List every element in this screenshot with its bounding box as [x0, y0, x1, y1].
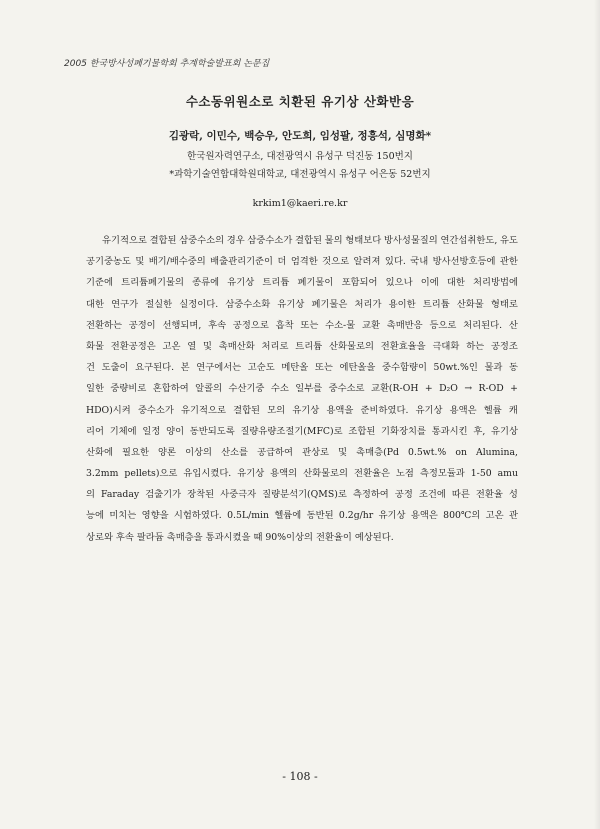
abstract-line: 상로와 후속 팔라듐 촉매층을 통과시켰을 때 90%이상의 전환율이 예상된다. — [86, 531, 394, 543]
page-number: - 108 - — [282, 770, 318, 783]
affiliation-2: *과학기술연합대학원대학교, 대전광역시 유성구 어은동 52번지 — [169, 169, 431, 180]
abstract-line: 전환하는 공정이 선행되며, 후속 공정으로 흡착 또는 수소-물 교환 촉매반응 등으로 처리된다. 산 — [86, 319, 518, 331]
abstract-line: 산화에 필요한 양론 이상의 산소를 공급하여 관상로 및 촉매층(Pd 0.5wt.% on Alumina, — [86, 446, 518, 458]
abstract-line: 화물 전환공정은 고온 열 및 촉매산화 처리로 트리튬 산화물로의 전환효율을 극대화 하는 공정조 — [86, 340, 518, 352]
affiliation-1: 한국원자력연구소, 대전광역시 유성구 덕진동 150번지 — [187, 151, 413, 162]
abstract-line: 유기적으로 결합된 삼중수소의 경우 삼중수소가 결합된 물의 형태보다 방사성물질의 연간섭취한도, 유도 — [102, 235, 518, 246]
abstract-line: HDO)시켜 중수소가 유기적으로 결합된 모의 유기상 용액을 준비하였다. 유기상 용액은 헬륨 캐 — [86, 404, 518, 416]
abstract-line: 3.2mm pellets)으로 유입시켰다. 유기상 용액의 산화물로의 전환율은 노점 측정모듈과 1-50 amu — [86, 468, 518, 480]
abstract-line: 건 도출이 요구된다. 본 연구에서는 고순도 메탄올 또는 에탄올을 중수함량이 50wt.%인 물과 동 — [86, 362, 518, 374]
scan-edge-shadow — [594, 0, 600, 829]
abstract-line: 기준에 트리튬폐기물의 종류에 유기상 트리튬 폐기물이 포함되어 있으나 이에 대한 처리방법에 — [86, 277, 518, 289]
author-list: 김광락, 이민수, 백승우, 안도희, 임성팔, 정흥석, 심명화* — [168, 130, 432, 142]
running-head: 2005 한국방사성폐기물학회 추계학술발표회 논문집 — [64, 59, 270, 69]
paper-title: 수소동위원소로 치환된 유기상 산화반응 — [185, 94, 415, 109]
abstract-line: 의 Faraday 검출기가 장착된 사중극자 질량분석기(QMS)로 측정하여 공정 조건에 따른 전환율 성 — [86, 489, 518, 501]
abstract-line: 능에 미치는 영향을 시험하였다. 0.5L/min 헬륨에 동반된 0.2g/hr 유기상 용액은 800℃의 고온 관 — [86, 510, 518, 522]
abstract-line: 일한 중량비로 혼합하여 알콜의 수산기중 수소 일부를 중수소로 교환(R-OH + D₂O → R-OD + — [86, 383, 518, 395]
abstract-line: 대한 연구가 절실한 실정이다. 삼중수소화 유기상 폐기물은 처리가 용이한 트리튬 산화물 형태로 — [86, 298, 518, 310]
abstract-body — [86, 230, 518, 548]
abstract-line: 공기중농도 및 배기/배수중의 배출관리기준이 더 엄격한 것으로 알려져 있다. 국내 방사선방호등에 관한 — [86, 256, 518, 268]
abstract-line: 리어 기체에 일정 양이 동반되도록 질량유량조절기(MFC)로 조합된 기화장치를 통과시킨 후, 유기상 — [86, 425, 518, 437]
contact-email: krkim1@kaeri.re.kr — [252, 198, 348, 209]
